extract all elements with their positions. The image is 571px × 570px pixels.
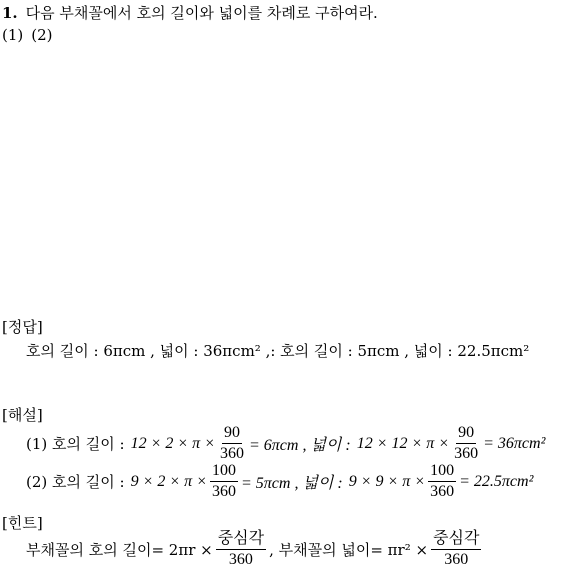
row1-den2: 360 [454, 445, 479, 462]
row1-label: (1) 호의 길이 : [26, 435, 125, 453]
question-line [2, 2, 378, 23]
row2-res1: = 5πcm , 넓이 : [240, 475, 343, 492]
hint-header: [힌트] [2, 514, 43, 532]
row2-fraction-1 [210, 462, 238, 501]
question-number: 1. [2, 4, 18, 22]
row2-den1: 360 [211, 483, 236, 500]
row2-num1: 100 [210, 462, 238, 482]
row1-fraction-2 [452, 424, 480, 463]
part-label-2: (2) [31, 26, 53, 44]
explanation-header: [해설] [2, 406, 43, 424]
explanation-row-1 [26, 424, 545, 463]
explanation-row-2 [26, 462, 533, 501]
question-text: 다음 부채꼴에서 호의 길이와 넓이를 차례로 구하여라. [25, 4, 378, 22]
row1-fraction-1 [218, 424, 246, 463]
hint-part2: , 부채꼴의 넓이= πr² × [269, 541, 429, 559]
row1-expr1: 12 × 2 × π × [130, 434, 215, 452]
row1-expr2: 12 × 12 × π × [356, 434, 450, 452]
row2-expr1: 9 × 2 × π × [130, 472, 207, 490]
answer-line [26, 340, 529, 361]
hint-den2: 360 [444, 551, 469, 568]
answer-header: [정답] [2, 318, 43, 336]
hint-fraction-2 [431, 530, 481, 569]
answer-text: 호의 길이 : 6πcm , 넓이 : 36πcm² ,: 호의 길이 : 5πcm , 넓이 : 22.5πcm² [26, 342, 530, 360]
question-parts [2, 26, 61, 44]
hint-line [26, 530, 484, 569]
row2-fraction-2 [428, 462, 456, 501]
hint-num1: 중심각 [216, 530, 266, 550]
row1-num2: 90 [456, 424, 476, 444]
row2-label: (2) 호의 길이 : [26, 473, 125, 491]
hint-fraction-1 [216, 530, 266, 569]
row1-den1: 360 [219, 445, 244, 462]
row2-num2: 100 [428, 462, 456, 482]
row2-res2: = 22.5πcm² [459, 472, 534, 490]
row1-res1: = 6πcm , 넓이 : [248, 437, 351, 454]
row1-num1: 90 [222, 424, 242, 444]
hint-den1: 360 [228, 551, 253, 568]
hint-num2: 중심각 [431, 530, 481, 550]
hint-part1: 부채꼴의 호의 길이= 2πr × [26, 541, 213, 559]
row2-expr2: 9 × 9 × π × [348, 472, 426, 490]
part-label-1: (1) [2, 26, 24, 44]
row2-den2: 360 [430, 483, 455, 500]
row1-res2: = 36πcm² [483, 434, 546, 452]
